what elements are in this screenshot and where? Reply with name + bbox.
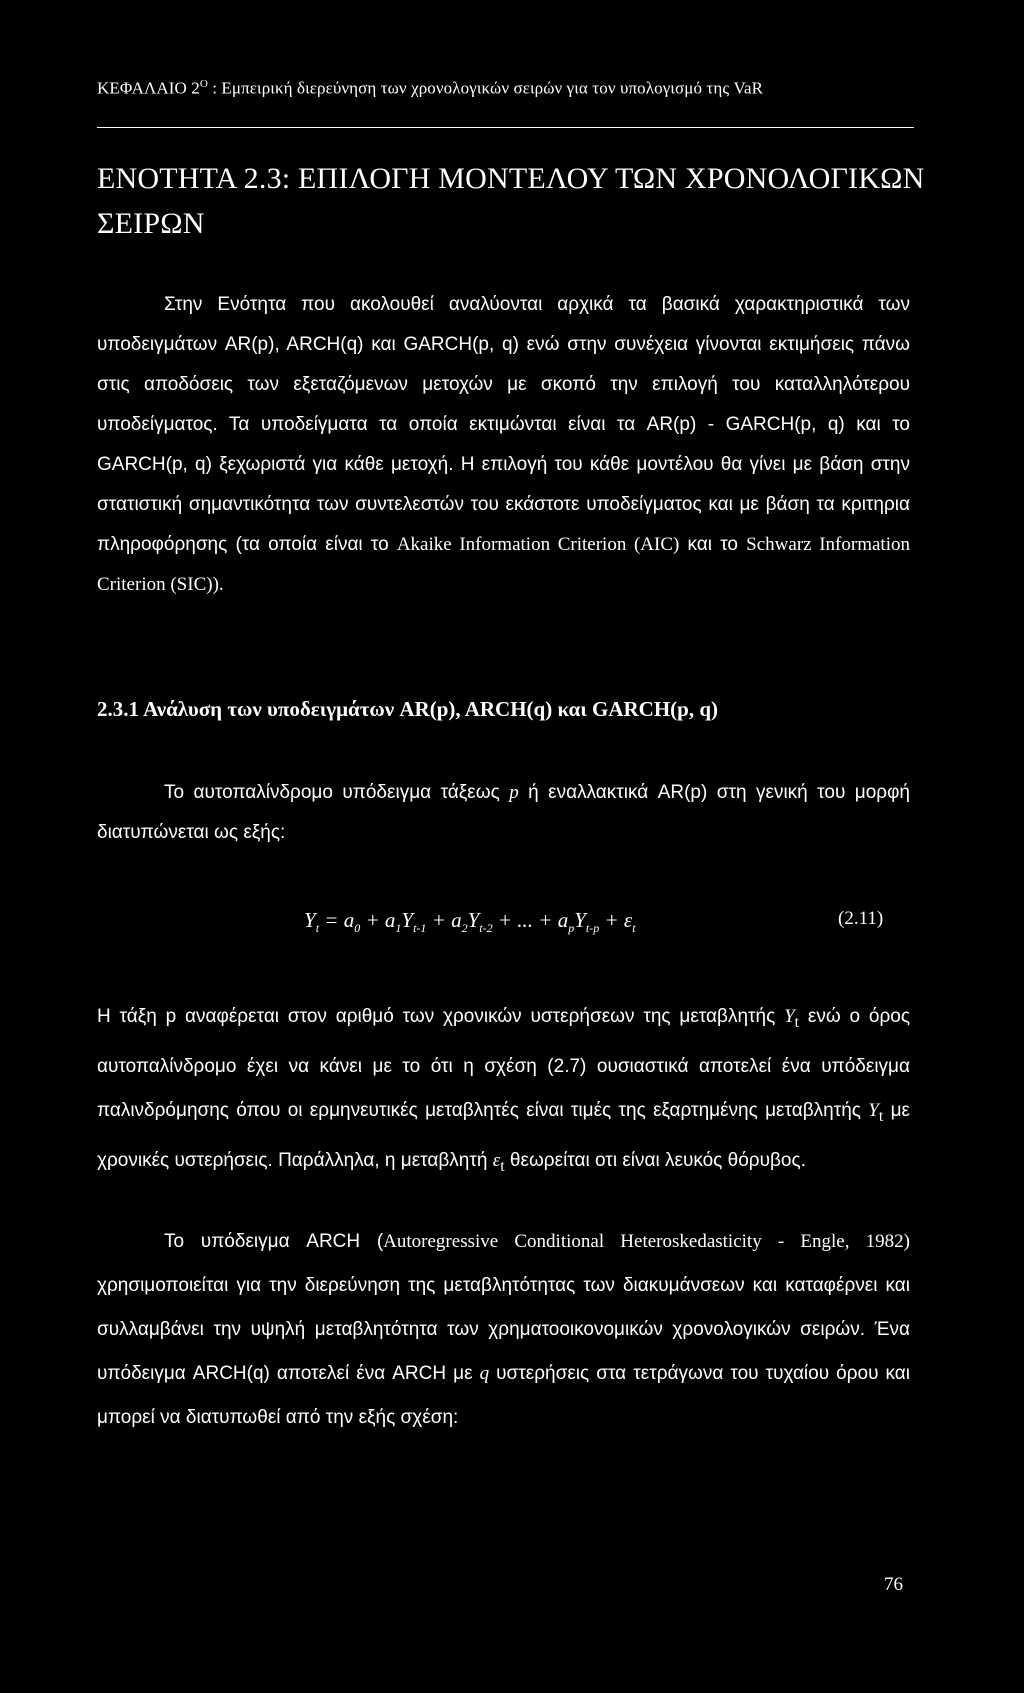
eq-equals: = bbox=[319, 908, 344, 932]
p4-text-d: υστερήσεις στα τετράγωνα του τυχαίου όρου και μπορεί να διατυπωθεί από την εξής σχέση: bbox=[97, 1363, 911, 1428]
ar-explanation-paragraph bbox=[97, 995, 910, 1188]
eq-y2-sub: t-2 bbox=[479, 921, 493, 936]
order-q: q bbox=[479, 1363, 490, 1384]
eq-y2: Y bbox=[467, 908, 480, 932]
intro-paragraph bbox=[97, 285, 910, 605]
eq-a1-sub: 1 bbox=[395, 921, 402, 936]
eq-y-sub: t bbox=[315, 921, 320, 936]
var-epsilon-sub: t bbox=[500, 1157, 505, 1175]
p3-text-b: ενώ ο όρος αυτοπαλίνδρομο έχει να κάνει με το ότι η σχέση (2.7) ουσιαστικά αποτελεί ένα υπόδειγμα παλινδρόμησης όπου οι ερμηνευτικές μεταβλητές είναι τιμές της εξαρτημένης μεταβλητής bbox=[97, 1006, 910, 1121]
sic-label: Schwarz Information Criterion (SIC)). bbox=[97, 534, 910, 595]
eq-ap-sub: p bbox=[568, 921, 575, 936]
chapter-label: ΚΕΦΑΛΑΙΟ 2 bbox=[97, 78, 200, 98]
arch-paragraph bbox=[97, 1220, 910, 1440]
equation-number: (2.11) bbox=[838, 908, 884, 929]
arch-citation: Autoregressive Conditional Heteroskedasticity - Engle, 1982) bbox=[383, 1231, 910, 1252]
eq-y: Y bbox=[304, 908, 316, 932]
chapter-superscript: Ο bbox=[199, 78, 208, 90]
eq-plus: + bbox=[426, 908, 452, 932]
p4-text-a: Το υπόδειγμα ARCH ( bbox=[164, 1231, 384, 1252]
var-y: Y bbox=[784, 1006, 795, 1027]
eq-ap: a bbox=[557, 908, 569, 932]
eq-a2-sub: 2 bbox=[461, 921, 468, 936]
eq-a1: a bbox=[384, 908, 396, 932]
ar-text-a: Το αυτοπαλίνδρομο υπόδειγμα τάξεως bbox=[164, 782, 510, 803]
eq-a2: a bbox=[451, 908, 462, 932]
page-number: 76 bbox=[884, 1574, 903, 1595]
eq-epsilon-sub: t bbox=[632, 921, 636, 936]
eq-plus: + bbox=[599, 908, 624, 932]
eq-a0: a bbox=[343, 908, 355, 932]
var-y-sub: t bbox=[878, 1107, 884, 1125]
var-y: Y bbox=[868, 1099, 879, 1121]
equation-ar bbox=[304, 908, 924, 936]
ar-definition-paragraph bbox=[97, 773, 910, 853]
eq-a0-sub: 0 bbox=[354, 921, 361, 936]
eq-yp: Y bbox=[574, 908, 586, 932]
var-epsilon: ε bbox=[492, 1149, 501, 1171]
aic-label: Akaike Information Criterion (AIC) bbox=[396, 534, 680, 555]
ar-text-b: ή εναλλακτικά AR(p) στη γενική του μορφή διατυπώνεται ως εξής: bbox=[97, 782, 911, 843]
p3-text-a: Η τάξη p αναφέρεται στον αριθμό των χρονικών υστερήσεων της μεταβλητής bbox=[97, 1006, 785, 1027]
p3-text-c: με χρονικές υστερήσεις. Παράλληλα, η μεταβλητή bbox=[97, 1099, 910, 1171]
var-y-sub: t bbox=[794, 1013, 800, 1031]
eq-yp-sub: t-p bbox=[585, 921, 600, 936]
eq-plus: + bbox=[360, 908, 385, 932]
section-title: ΕΝΟΤΗΤΑ 2.3: ΕΠΙΛΟΓΗ ΜΟΝΤΕΛΟΥ ΤΩΝ ΧΡΟΝΟΛΟΓΙΚΩΝ ΣΕΙΡΩΝ bbox=[97, 162, 925, 240]
running-header bbox=[97, 78, 917, 99]
p3-text-d: θεωρείται οτι είναι λευκός θόρυβος. bbox=[504, 1149, 806, 1171]
order-p: p bbox=[509, 782, 519, 803]
running-header-title: : Εμπειρική διερεύνηση των χρονολογικών σειρών για τον υπολογισμό της VaR bbox=[207, 78, 764, 98]
intro-text-join: και το bbox=[679, 534, 747, 555]
eq-dots: + ... + bbox=[492, 908, 558, 932]
header-rule bbox=[97, 127, 914, 128]
subsection-heading: 2.3.1 Ανάλυση των υποδειγμάτων AR(p), ARCH(q) και GARCH(p, q) bbox=[97, 697, 719, 721]
intro-text: Στην Ενότητα που ακολουθεί αναλύονται αρχικά τα βασικά χαρακτηριστικά των υποδειγμάτων AR(p), ARCH(q) και GARCH(p, q) ενώ στην συνέχεια γίνονται εκτιμήσεις πάνω στις αποδόσεις των εξεταζόμενων μετοχών με σκοπό την επιλογή του καταλληλότερου υποδείγματος. Τα υποδείγματα τα οποία εκτιμώνται είναι τα AR(p) - GARCH(p, q) και το GARCH(p, q) ξεχωριστά για κάθε μετοχή. Η επιλογή του κάθε μοντέλου θα γίνει με βάση στην στατιστική σημαντικότητα των συντελεστών του εκάστοτε υποδείγματος και με βάση τα κριτηρια πληροφόρησης (τα οποία είναι το bbox=[97, 294, 910, 555]
eq-y1-sub: t-1 bbox=[413, 921, 427, 936]
eq-y1: Y bbox=[401, 908, 414, 932]
p4-text-c: χρησιμοποιείται για την διερεύνηση της μεταβλητότητας των διακυμάνσεων και καταφέρνει και συλλαμβάνει την υψηλή μεταβλητότητα των χρηματοοικονομικών χρονολογικών σειρών. Ένα υπόδειγμα ARCH(q) αποτελεί ένα ARCH με bbox=[97, 1275, 910, 1384]
eq-epsilon: ε bbox=[623, 908, 633, 932]
